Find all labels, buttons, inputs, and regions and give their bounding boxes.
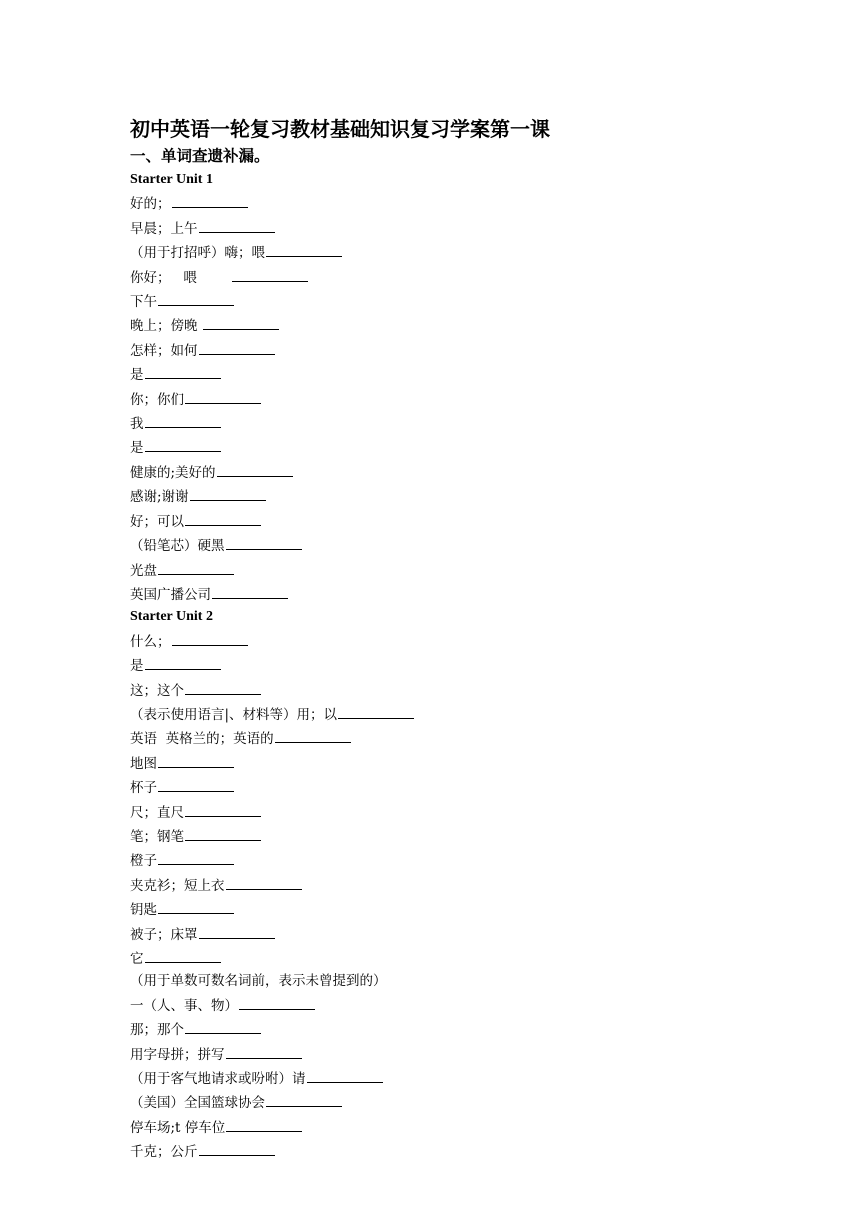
answer-blank[interactable] [199,922,275,939]
vocab-prompt: 晚上；傍晚 [130,318,202,335]
vocab-prompt: 千克；公斤 [130,1144,198,1161]
answer-blank[interactable] [275,726,351,743]
vocab-item [130,946,750,970]
vocab-item [130,313,750,337]
vocab-item [130,582,750,606]
answer-blank[interactable] [145,435,221,452]
vocab-item [130,800,750,824]
vocab-prompt: 你好； 喂 [130,269,232,286]
answer-blank[interactable] [172,629,248,646]
vocab-prompt: 英国广播公司 [130,586,211,603]
section-heading: 一、单词查遗补漏。 [130,147,270,165]
answer-blank[interactable] [185,1017,261,1034]
answer-blank[interactable] [338,702,414,719]
answer-blank[interactable] [185,509,261,526]
vocab-item [130,289,750,313]
vocab-item [130,240,750,264]
vocab-item [130,993,750,1017]
vocab-item [130,216,750,240]
answer-blank[interactable] [185,678,261,695]
answer-blank[interactable] [158,848,234,865]
answer-blank[interactable] [266,240,342,257]
vocab-item [130,970,750,992]
vocab-prompt: 怎样；如何 [130,342,198,359]
vocab-prompt: （用于打招呼）嗨；喂 [130,245,265,262]
vocab-prompt: 这；这个 [130,682,184,699]
answer-blank[interactable] [185,800,261,817]
answer-blank[interactable] [199,338,275,355]
vocab-item [130,726,750,750]
vocab-item [130,191,750,215]
answer-blank[interactable] [145,653,221,670]
answer-blank[interactable] [226,873,302,890]
unit-block [130,169,750,606]
answer-blank[interactable] [217,460,293,477]
vocab-item [130,824,750,848]
vocab-item [130,533,750,557]
vocab-prompt: 一（人、事、物） [130,997,238,1014]
answer-blank[interactable] [185,824,261,841]
vocab-prompt: （表示使用语言|、材料等）用；以 [130,706,338,723]
vocab-prompt: 钥匙 [130,902,157,919]
vocab-prompt: 光盘 [130,562,157,579]
vocab-prompt: 好的； [130,196,171,213]
answer-blank[interactable] [190,484,266,501]
unit-heading: Starter Unit 1 [130,172,213,187]
answer-blank[interactable] [307,1066,383,1083]
vocab-prompt: 是 [130,367,144,384]
answer-blank[interactable] [158,897,234,914]
vocab-prompt: 好；可以 [130,513,184,530]
vocab-prompt: 你；你们 [130,391,184,408]
vocabulary-units [130,169,750,1164]
document-title: 初中英语一轮复习教材基础知识复习学案第一课 [130,117,550,141]
answer-blank[interactable] [232,265,308,282]
vocab-item [130,265,750,289]
answer-blank[interactable] [199,216,275,233]
vocab-item [130,848,750,872]
vocab-prompt: 英语 英格兰的；英语的 [130,731,274,748]
vocab-item [130,678,750,702]
answer-blank[interactable] [203,313,279,330]
vocab-item [130,922,750,946]
answer-blank[interactable] [226,533,302,550]
vocab-prompt: 它 [130,951,144,967]
vocab-item [130,751,750,775]
vocab-prompt: 夹克衫；短上衣 [130,877,225,894]
vocab-prompt: 尺；直尺 [130,804,184,821]
vocab-prompt: 下午 [130,294,157,311]
answer-blank[interactable] [158,289,234,306]
answer-blank[interactable] [158,751,234,768]
vocab-prompt: 是 [130,440,144,457]
vocab-item [130,411,750,435]
vocab-prompt: 地图 [130,755,157,772]
vocab-item [130,1115,750,1139]
vocab-item [130,702,750,726]
vocab-prompt: 杯子 [130,780,157,797]
vocab-prompt: 感谢;谢谢 [130,489,189,506]
answer-blank[interactable] [199,1139,275,1156]
answer-blank[interactable] [158,558,234,575]
vocab-prompt: （铅笔芯）硬黑 [130,538,225,555]
vocab-item [130,1090,750,1114]
vocab-item [130,775,750,799]
vocab-item [130,1139,750,1163]
answer-blank[interactable] [145,946,221,963]
vocab-item [130,1017,750,1041]
unit-block [130,606,750,1163]
answer-blank[interactable] [226,1042,302,1059]
answer-blank[interactable] [172,191,248,208]
answer-blank[interactable] [185,387,261,404]
vocab-item [130,509,750,533]
vocab-item [130,435,750,459]
answer-blank[interactable] [145,362,221,379]
vocab-prompt: （美国）全国篮球协会 [130,1095,265,1112]
answer-blank[interactable] [239,993,315,1010]
vocab-prompt: 是 [130,658,144,675]
vocab-item [130,1066,750,1090]
vocab-prompt: 橙子 [130,853,157,870]
answer-blank[interactable] [158,775,234,792]
answer-blank[interactable] [145,411,221,428]
vocab-prompt: 用字母拼；拼写 [130,1046,225,1063]
vocab-prompt: 什么； [130,633,171,650]
vocab-prompt: （用于单数可数名词前，表示未曾提到的） [130,973,387,990]
vocab-prompt: 停车场;t 停车位 [130,1119,226,1136]
vocab-item [130,558,750,582]
vocab-item [130,460,750,484]
vocab-item [130,653,750,677]
answer-blank[interactable] [212,582,288,599]
vocab-item [130,629,750,653]
document-content [130,114,750,1164]
vocab-item [130,897,750,921]
vocab-prompt: 我 [130,416,144,433]
answer-blank[interactable] [226,1115,302,1132]
vocab-item [130,387,750,411]
vocab-item [130,484,750,508]
vocab-prompt: （用于客气地请求或吩咐）请 [130,1071,306,1088]
unit-heading: Starter Unit 2 [130,609,213,625]
answer-blank[interactable] [266,1090,342,1107]
vocab-item [130,873,750,897]
vocab-prompt: 健康的;美好的 [130,464,216,481]
vocab-prompt: 那；那个 [130,1022,184,1039]
vocab-prompt: 笔；钢笔 [130,828,184,845]
vocab-item [130,1042,750,1066]
vocab-prompt: 早晨；上午 [130,220,198,237]
vocab-prompt: 被子；床罩 [130,926,198,943]
vocab-item [130,338,750,362]
vocab-item [130,362,750,386]
